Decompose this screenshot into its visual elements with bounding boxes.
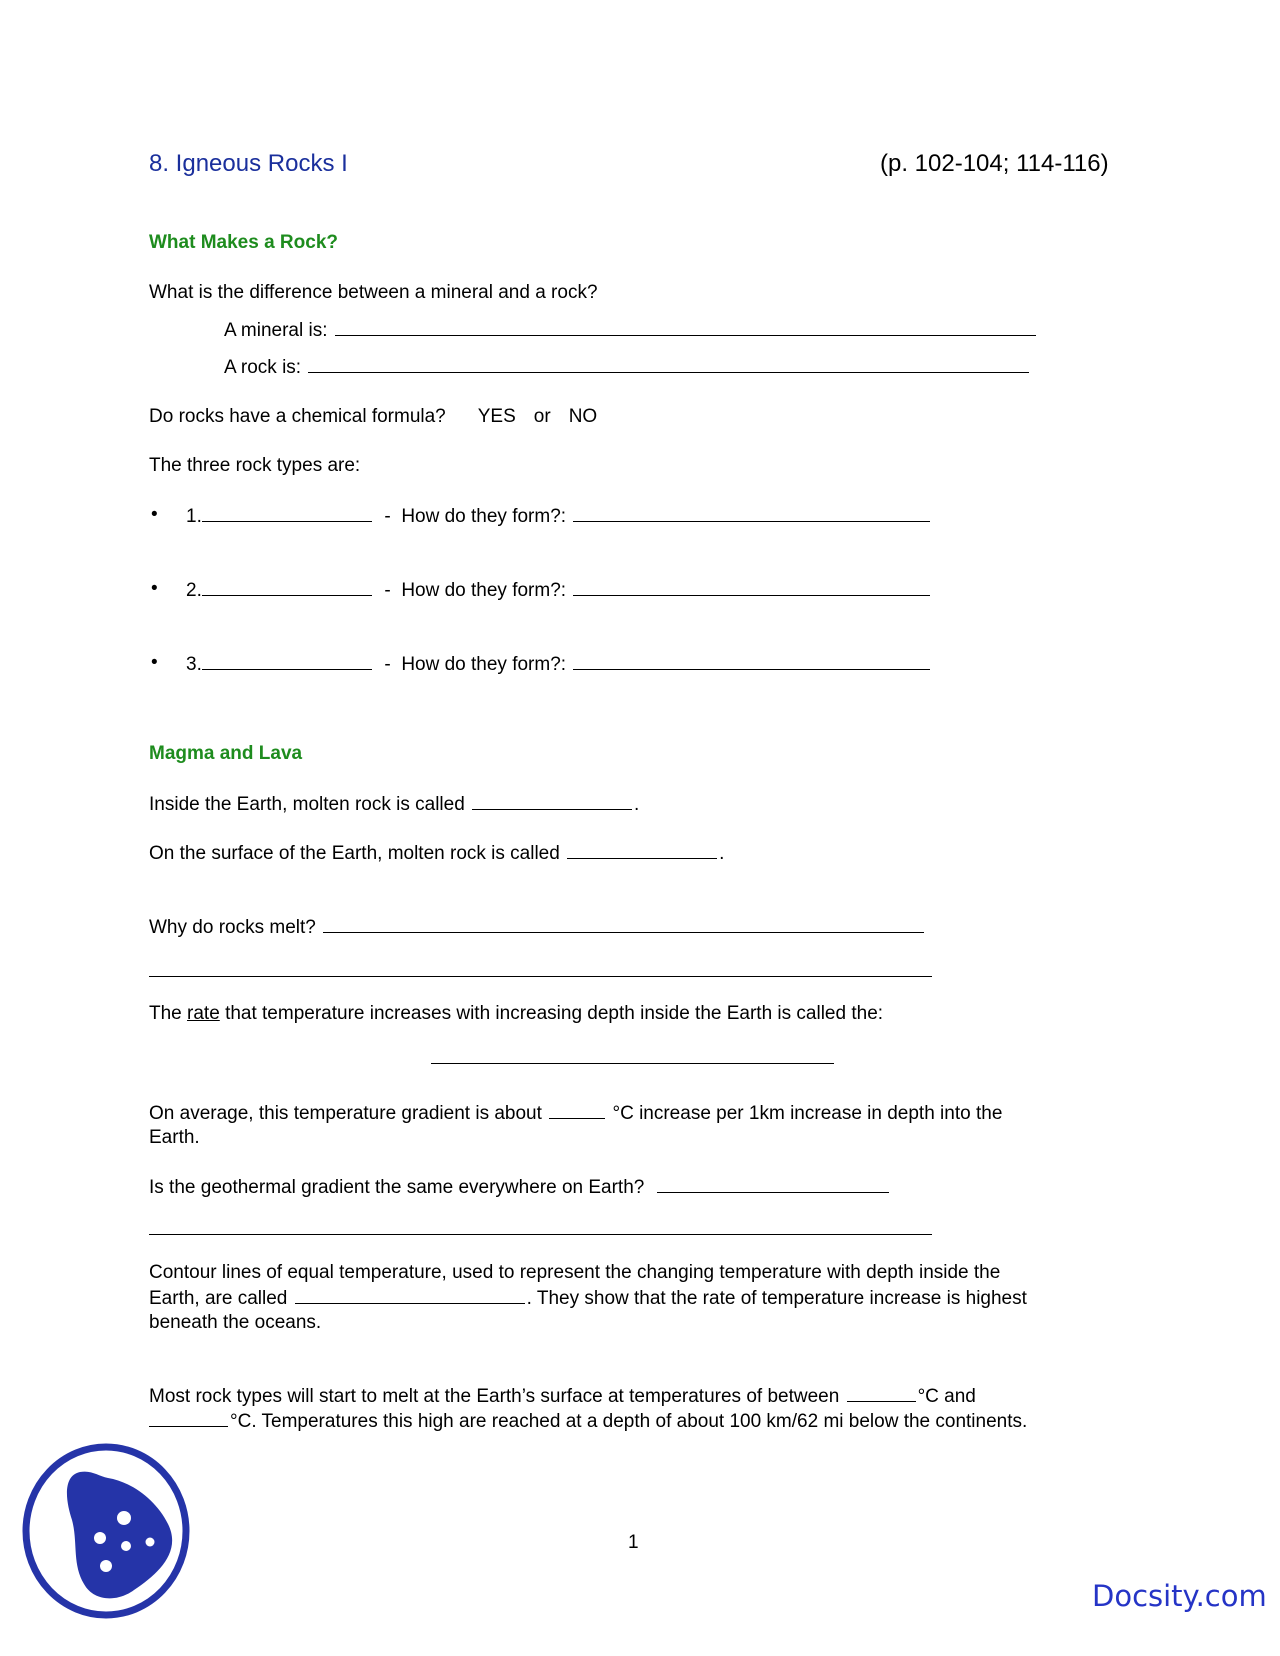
gradient-average-question: On average, this temperature gradient is about °C increase per 1km increase in depth into the (149, 1103, 1003, 1124)
page-references: (p. 102-104; 114-116) (880, 150, 1109, 177)
melt-paragraph-line-1: Most rock types will start to melt at the Earth’s surface at temperatures of between °C and (149, 1386, 976, 1407)
section-heading-what-makes-a-rock: What Makes a Rock? (149, 232, 338, 253)
three-rock-types-label: The three rock types are: (149, 455, 361, 476)
rock-type-3-blank[interactable] (202, 652, 372, 670)
rock-type-2-formation-blank[interactable] (573, 578, 930, 596)
gradient-same-continuation (149, 1217, 934, 1242)
rock-type-item: 2. - How do they form?: (186, 578, 932, 603)
rock-type-3-formation-blank[interactable] (573, 652, 930, 670)
lava-question: On the surface of the Earth, molten rock is called . (149, 843, 725, 864)
page-number: 1 (628, 1532, 639, 1553)
why-melt-blank-2[interactable] (149, 959, 932, 977)
mineral-label: A mineral is: (224, 320, 328, 341)
rock-type-1-formation-blank[interactable] (573, 504, 930, 522)
bullet: • (151, 652, 158, 673)
bullet: • (151, 504, 158, 525)
geothermal-rate-answer (431, 1046, 836, 1071)
answer-yes[interactable]: YES (477, 406, 516, 427)
rock-type-item: 3. - How do they form?: (186, 652, 932, 677)
rock-type-2-blank[interactable] (202, 578, 372, 596)
why-melt-question: Why do rocks melt? (149, 915, 926, 940)
mineral-answer-blank[interactable] (335, 318, 1036, 336)
gradient-same-blank-2[interactable] (149, 1217, 932, 1235)
rock-type-item: 1. - How do they form?: (186, 504, 932, 529)
rock-label: A rock is: (224, 357, 302, 378)
section-heading-magma-and-lava: Magma and Lava (149, 743, 303, 764)
gradient-same-question: Is the geothermal gradient the same everywhere on Earth? (149, 1175, 891, 1200)
docsity-brand[interactable]: Docsity.com (1092, 1579, 1267, 1613)
melt-high-temp-blank[interactable] (149, 1409, 228, 1427)
bullet: • (151, 578, 158, 599)
rock-answer-blank[interactable] (308, 355, 1029, 373)
lava-blank[interactable] (567, 841, 717, 859)
why-melt-continuation (149, 959, 934, 984)
gradient-same-blank[interactable] (657, 1175, 889, 1193)
isotherm-blank[interactable] (295, 1286, 525, 1304)
melt-paragraph-line-2: °C. Temperatures this high are reached at a depth of about 100 km/62 mi below the continents. (149, 1409, 1027, 1434)
rock-definition-line (224, 355, 1031, 380)
answer-no[interactable]: NO (568, 406, 598, 427)
question-chemical-formula (149, 405, 597, 429)
rock-type-1-blank[interactable] (202, 504, 372, 522)
question-mineral-vs-rock: What is the difference between a mineral and a rock? (149, 282, 598, 303)
why-melt-blank[interactable] (323, 915, 924, 933)
geothermal-rate-question: The rate that temperature increases with increasing depth inside the Earth is called the: (149, 1003, 884, 1024)
geothermal-gradient-blank[interactable] (431, 1046, 834, 1064)
formula-question-text: Do rocks have a chemical formula? (149, 406, 446, 427)
gradient-average-continuation: Earth. (149, 1127, 200, 1148)
contour-paragraph-line-2: Earth, are called . They show that the rate of temperature increase is highest (149, 1288, 1027, 1309)
mineral-definition-line (224, 318, 1038, 343)
rate-underlined: rate (187, 1003, 220, 1024)
answer-or: or (533, 406, 551, 427)
contour-paragraph-line-3: beneath the oceans. (149, 1312, 322, 1333)
docsity-logo-icon (22, 1442, 190, 1620)
contour-paragraph-line-1: Contour lines of equal temperature, used to represent the changing temperature with depth inside the (149, 1262, 1001, 1283)
magma-question: Inside the Earth, molten rock is called . (149, 794, 640, 815)
magma-blank[interactable] (472, 792, 632, 810)
gradient-degrees-blank[interactable] (549, 1101, 605, 1119)
melt-low-temp-blank[interactable] (847, 1384, 916, 1402)
page-title: 8. Igneous Rocks I (149, 150, 348, 177)
